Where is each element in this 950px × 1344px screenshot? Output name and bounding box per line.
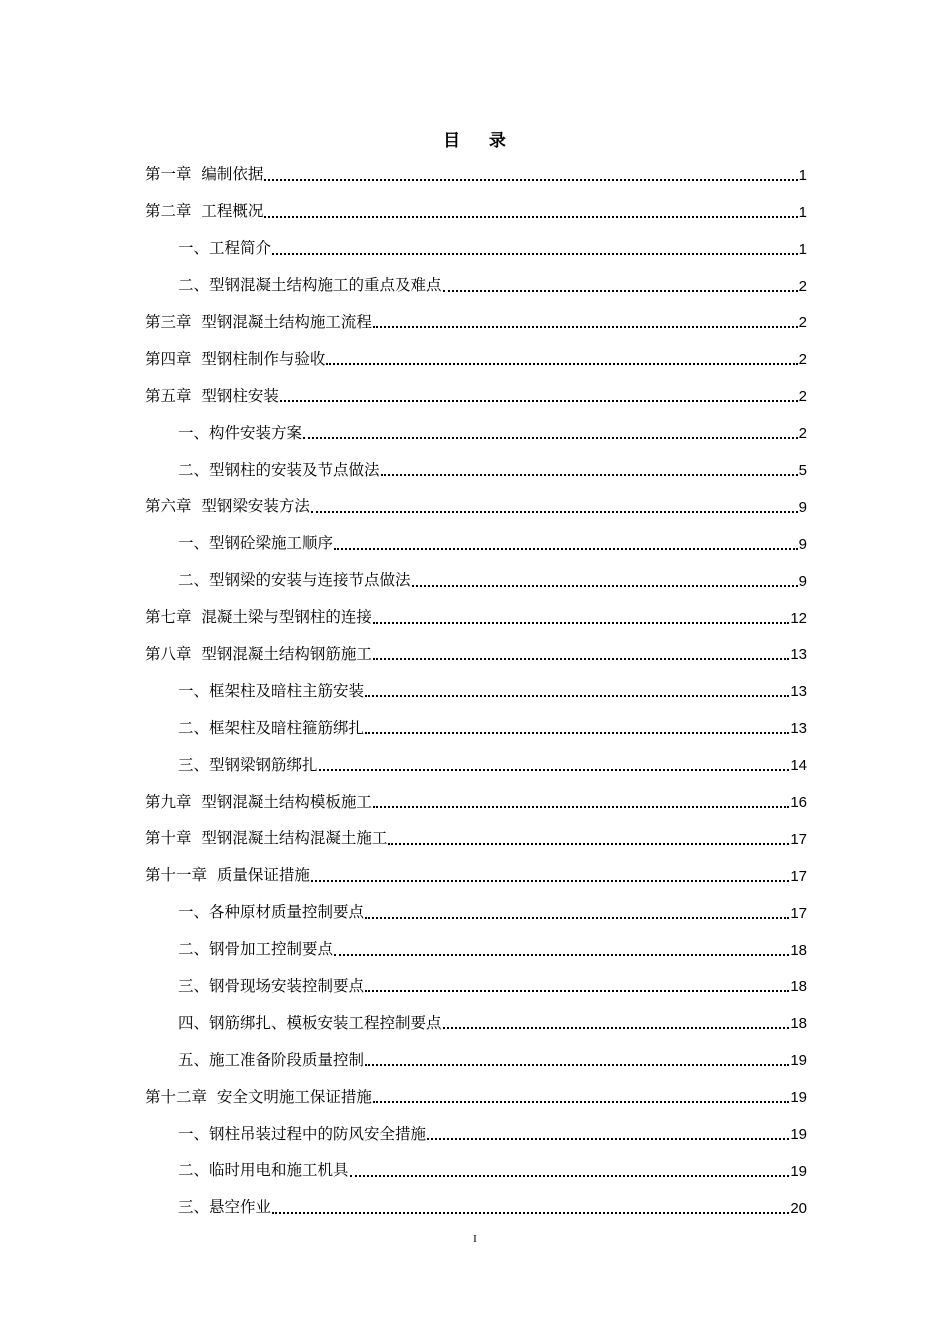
dot-leader: [427, 1138, 789, 1140]
toc-entry[interactable]: [145, 480, 807, 517]
toc-entry-page: 18: [790, 941, 807, 959]
toc-entry-page: 19: [790, 1089, 807, 1107]
dot-leader: [311, 511, 798, 513]
toc-entry[interactable]: [145, 148, 807, 185]
toc-entry[interactable]: [145, 406, 807, 443]
toc-entry-title: 第七章 混凝土梁与型钢柱的连接: [145, 608, 372, 627]
dot-leader: [365, 917, 789, 919]
dot-leader: [373, 658, 789, 660]
dot-leader: [326, 363, 797, 365]
toc-entry-title: 三、钢骨现场安装控制要点: [178, 976, 365, 995]
dot-leader: [373, 806, 789, 808]
toc-entry[interactable]: [145, 1070, 807, 1107]
toc-entry-title: 第十二章 安全文明施工保证措施: [145, 1087, 372, 1106]
toc-entry[interactable]: [145, 554, 807, 591]
toc-entry-page: 1: [798, 166, 807, 184]
toc-entry[interactable]: [145, 296, 807, 333]
toc-entry-page: 19: [790, 1052, 807, 1070]
toc-entry-title: 第三章 型钢混凝土结构施工流程: [145, 312, 372, 331]
toc-entry[interactable]: [145, 1107, 807, 1144]
dot-leader: [311, 880, 789, 882]
toc-entry[interactable]: [145, 222, 807, 259]
toc-entry[interactable]: [145, 1144, 807, 1181]
toc-entry[interactable]: [145, 923, 807, 960]
dot-leader: [272, 253, 798, 255]
toc-entry-page: 2: [798, 351, 807, 369]
toc-entry[interactable]: [145, 849, 807, 886]
toc-entry-page: 13: [790, 646, 807, 664]
toc-entry-title: 第十章 型钢混凝土结构混凝土施工: [145, 829, 388, 848]
toc-entry-page: 5: [798, 462, 807, 480]
dot-leader: [334, 954, 789, 956]
toc-entry-page: 9: [798, 535, 807, 553]
toc-entry-page: 1: [798, 240, 807, 258]
dot-leader: [373, 1101, 789, 1103]
dot-leader: [443, 290, 798, 292]
toc-entry[interactable]: [145, 960, 807, 997]
toc-entry-title: 第一章 编制依据: [145, 165, 264, 184]
toc-entry-title: 三、悬空作业: [178, 1198, 272, 1217]
toc-entry-page: 17: [790, 904, 807, 922]
toc-entry[interactable]: [145, 738, 807, 775]
toc-entry-title: 二、型钢梁的安装与连接节点做法: [178, 571, 411, 590]
toc-entry-title: 第五章 型钢柱安装: [145, 386, 279, 405]
dot-leader: [319, 769, 790, 771]
toc-entry-page: 18: [790, 978, 807, 996]
toc-entry[interactable]: [145, 664, 807, 701]
toc-entry[interactable]: [145, 812, 807, 849]
toc-entry[interactable]: [145, 701, 807, 738]
toc-entry-page: 17: [790, 830, 807, 848]
toc-entry-page: 16: [790, 794, 807, 812]
toc-entry[interactable]: [145, 369, 807, 406]
toc-entry-title: 第二章 工程概况: [145, 202, 264, 221]
dot-leader: [365, 732, 789, 734]
toc-entry-page: 20: [790, 1199, 807, 1217]
toc-entry[interactable]: [145, 443, 807, 480]
dot-leader: [303, 437, 798, 439]
toc-entry-page: 12: [790, 609, 807, 627]
toc-entry-page: 17: [790, 867, 807, 885]
toc-entry[interactable]: [145, 1033, 807, 1070]
toc-entry[interactable]: [145, 628, 807, 665]
toc-entry[interactable]: [145, 259, 807, 296]
toc-entry-title: 二、框架柱及暗柱箍筋绑扎: [178, 718, 365, 737]
toc-entry-page: 2: [798, 314, 807, 332]
toc-entry-page: 19: [790, 1126, 807, 1144]
toc-entry[interactable]: [145, 185, 807, 222]
toc-entry[interactable]: [145, 886, 807, 923]
toc-entry-page: 9: [798, 498, 807, 516]
dot-leader: [381, 474, 798, 476]
toc-entry-page: 19: [790, 1162, 807, 1180]
toc-entry-title: 一、型钢砼梁施工顺序: [178, 534, 334, 553]
dot-leader: [365, 695, 789, 697]
toc-entry-page: 2: [798, 425, 807, 443]
toc-title: 目 录: [443, 131, 507, 151]
toc-entry-page: 1: [798, 203, 807, 221]
dot-leader: [412, 585, 798, 587]
toc-entry-title: 第六章 型钢梁安装方法: [145, 497, 310, 516]
toc-entry[interactable]: [145, 591, 807, 628]
dot-leader: [365, 990, 789, 992]
toc-entry[interactable]: [145, 1181, 807, 1218]
toc-entry[interactable]: [145, 332, 807, 369]
toc-entry[interactable]: [145, 996, 807, 1033]
toc-entry-title: 一、构件安装方案: [178, 423, 303, 442]
toc-entry[interactable]: [145, 517, 807, 554]
toc-entry-page: 2: [798, 388, 807, 406]
toc-entry-title: 三、型钢梁钢筋绑扎: [178, 755, 318, 774]
dot-leader: [280, 400, 798, 402]
toc-entry-title: 第九章 型钢混凝土结构模板施工: [145, 792, 372, 811]
toc-entry-title: 四、钢筋绑扎、模板安装工程控制要点: [178, 1013, 442, 1032]
dot-leader: [334, 548, 798, 550]
dot-leader: [373, 622, 789, 624]
toc-entry-title: 五、施工准备阶段质量控制: [178, 1050, 365, 1069]
page-number: I: [473, 1233, 477, 1245]
dot-leader: [350, 1175, 790, 1177]
toc-entry-title: 二、钢骨加工控制要点: [178, 940, 334, 959]
toc-entry-page: 13: [790, 720, 807, 738]
dot-leader: [388, 843, 789, 845]
toc-entry-title: 一、钢柱吊装过程中的防风安全措施: [178, 1124, 427, 1143]
dot-leader: [264, 179, 797, 181]
toc-entry-title: 第八章 型钢混凝土结构钢筋施工: [145, 644, 372, 663]
toc-entry-title: 一、各种原材质量控制要点: [178, 903, 365, 922]
toc-entry-title: 第十一章 质量保证措施: [145, 866, 310, 885]
toc-entry-title: 二、型钢混凝土结构施工的重点及难点: [178, 276, 442, 295]
toc-entry-page: 14: [790, 757, 807, 775]
toc-entry[interactable]: [145, 775, 807, 812]
toc-entry-page: 13: [790, 683, 807, 701]
dot-leader: [443, 1027, 790, 1029]
dot-leader: [365, 1064, 789, 1066]
toc-entry-title: 二、型钢柱的安装及节点做法: [178, 460, 380, 479]
dot-leader: [373, 326, 798, 328]
toc-entry-title: 第四章 型钢柱制作与验收: [145, 349, 326, 368]
dot-leader: [272, 1212, 789, 1214]
toc-entry-page: 2: [798, 277, 807, 295]
toc-entry-title: 二、临时用电和施工机具: [178, 1161, 349, 1180]
toc-entry-page: 9: [798, 572, 807, 590]
toc-entry-page: 18: [790, 1015, 807, 1033]
dot-leader: [264, 216, 797, 218]
toc-entry-title: 一、工程简介: [178, 239, 272, 258]
table-of-contents: [145, 148, 807, 1218]
toc-entry-title: 一、框架柱及暗柱主筋安装: [178, 681, 365, 700]
